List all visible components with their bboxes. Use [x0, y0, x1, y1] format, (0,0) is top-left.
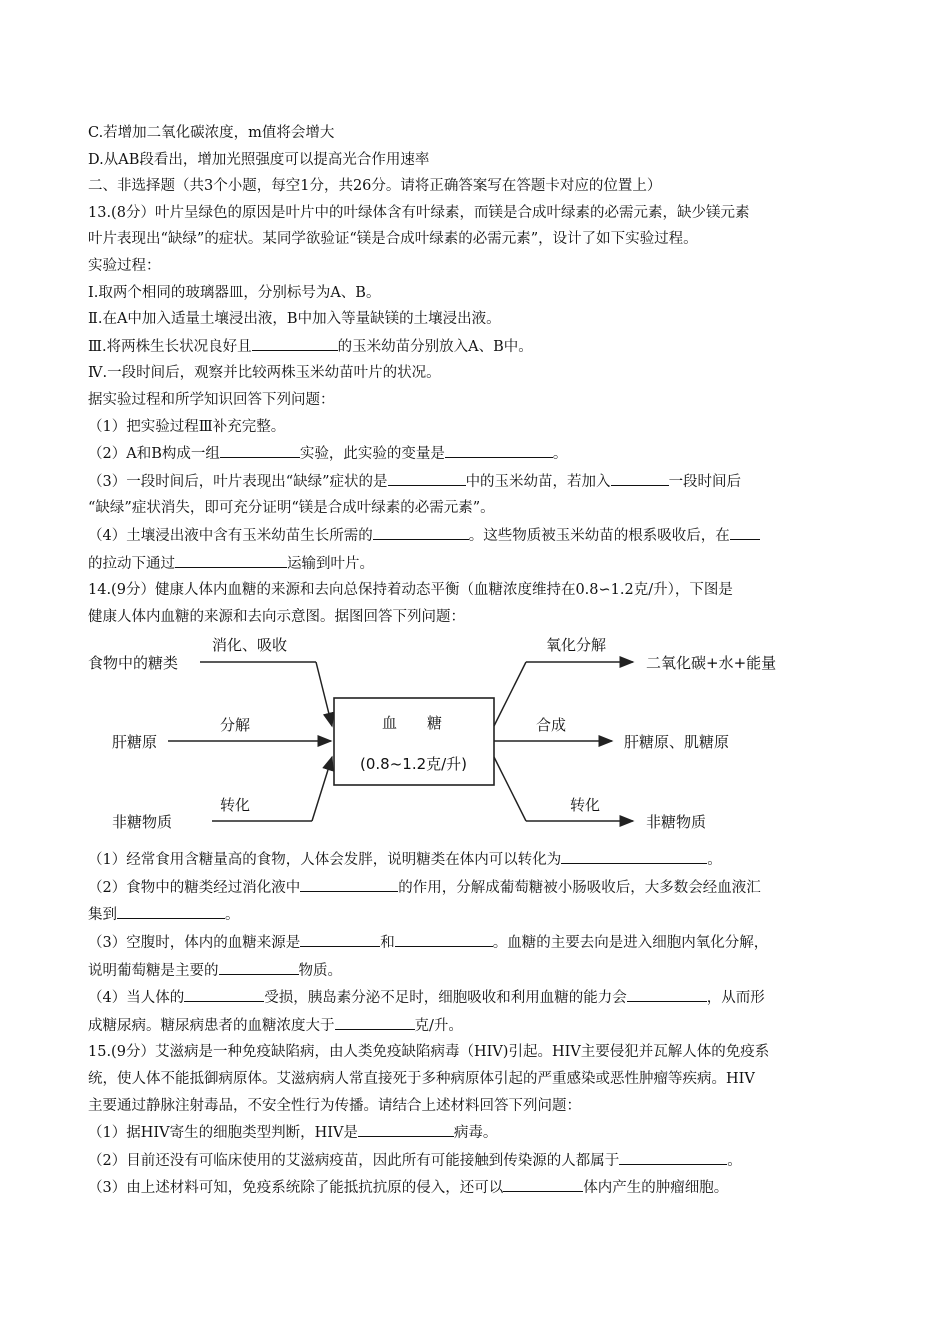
answer-blank [611, 468, 669, 486]
q14-sub-3: （3）空腹时，体内的血糖来源是 和 。血糖的主要去向是进入细胞内氧化分解， [88, 929, 868, 957]
q15-stem-2: 统，使人体不能抵御病原体。艾滋病病人常直接死于多种病原体引起的严重感染或恶性肿瘤等疾病。HIV [88, 1071, 755, 1088]
q13-sub-2: （2）A和B构成一组 实验，此实验的变量是 。 [88, 440, 868, 468]
answer-blank [619, 1147, 727, 1165]
answer-blank [117, 901, 225, 919]
source-liver-glycogen: 肝糖原 [112, 733, 158, 752]
q13-step-4: Ⅳ.一段时间后，观察并比较两株玉米幼苗叶片的状况。 [88, 365, 441, 382]
answer-blank [358, 1119, 454, 1137]
exam-page [88, 120, 868, 1202]
answer-blank [220, 440, 300, 458]
answer-blank [627, 984, 707, 1002]
source-non-sugar: 非糖物质 [112, 813, 173, 832]
q13-sub-4-cont: 的拉动下通过 运输到叶片。 [88, 550, 868, 578]
q14-sub-4: （4）当人体的 受损，胰岛素分泌不足时，细胞吸收和利用血糖的能力会 ，从而形 [88, 984, 868, 1012]
answer-blank [335, 1012, 415, 1030]
q15-stem-3: 主要通过静脉注射毒品，不安全性行为传播。请结合上述材料回答下列问题： [88, 1097, 581, 1114]
answer-blank [252, 333, 338, 351]
source-food-sugar: 食物中的糖类 [88, 654, 179, 673]
center-blood-sugar: 血 糖 [382, 714, 443, 733]
answer-blank [388, 468, 466, 486]
q14-sub-2: （2）食物中的糖类经过消化液中 的作用，分解成葡萄糖被小肠吸收后，大多数会经血液汇 [88, 874, 868, 902]
label-oxidize: 氧化分解 [546, 636, 607, 655]
answer-blank [503, 1174, 583, 1192]
q13-process-label: 实验过程： [88, 257, 161, 274]
q13-stem-1: 13.(8分）叶片呈绿色的原因是叶片中的叶绿体含有叶绿素，而镁是合成叶绿素的必需元素，缺少镁元素 [88, 204, 750, 221]
q14-sub-2-cont: 集到 。 [88, 901, 868, 929]
q14-sub-3-cont: 说明葡萄糖是主要的 物质。 [88, 957, 868, 985]
answer-blank [175, 550, 287, 568]
dest-glycogen: 肝糖原、肌糖原 [624, 733, 730, 752]
q14-stem-2: 健康人体内血糖的来源和去向示意图。据图回答下列问题： [88, 608, 465, 625]
answer-blank [445, 440, 553, 458]
q13-sub-1: （1）把实验过程Ⅲ补充完整。 [88, 418, 286, 435]
answer-blank [300, 874, 398, 892]
answer-blank [730, 522, 760, 540]
q13-step-1: Ⅰ.取两个相同的玻璃器皿，分别标号为A、B。 [88, 284, 381, 301]
answer-blank [184, 984, 264, 1002]
label-decompose: 分解 [220, 716, 251, 735]
q13-step-3: Ⅲ.将两株生长状况良好且 的玉米幼苗分别放入A、B中。 [88, 333, 868, 361]
option-c: C.若增加二氧化碳浓度，m值将会增大 [88, 125, 335, 141]
label-convert-in: 转化 [220, 796, 251, 815]
answer-blank [219, 957, 299, 975]
q15-sub-2: （2）目前还没有可临床使用的艾滋病疫苗，因此所有可能接触到传染源的人都属于 。 [88, 1147, 868, 1175]
center-range: (0.8~1.2克/升) [360, 755, 468, 774]
answer-blank [395, 929, 493, 947]
q14-stem-1: 14.(9分）健康人体内血糖的来源和去向总保持着动态平衡（血糖浓度维持在0.8∽1.2克/升），下图是 [88, 582, 733, 599]
q13-step-2: Ⅱ.在A中加入适量土壤浸出液，B中加入等量缺镁的土壤浸出液。 [88, 311, 501, 328]
blood-sugar-diagram [88, 632, 868, 842]
section-heading: 二、非选择题（共3个小题，每空1分，共26分。请将正确答案写在答题卡对应的位置上） [88, 178, 662, 195]
q14-sub-1: （1）经常食用含糖量高的食物，人体会发胖，说明糖类在体内可以转化为 。 [88, 846, 868, 874]
option-d: D.从AB段看出，增加光照强度可以提高光合作用速率 [88, 151, 430, 168]
q15-stem-1: 15.(9分）艾滋病是一种免疫缺陷病，由人类免疫缺陷病毒（HIV)引起。HIV主要侵犯并瓦解人体的免疫系 [88, 1044, 770, 1061]
label-synthesize: 合成 [536, 716, 567, 735]
dest-non-sugar: 非糖物质 [646, 813, 707, 832]
answer-blank [373, 522, 469, 540]
q15-sub-1: （1）据HIV寄生的细胞类型判断，HIV是 病毒。 [88, 1119, 868, 1147]
q13-sub-4: （4）土壤浸出液中含有玉米幼苗生长所需的 。这些物质被玉米幼苗的根系吸收后，在 [88, 522, 868, 550]
q14-sub-4-cont: 成糖尿病。糖尿病患者的血糖浓度大于 克/升。 [88, 1012, 868, 1040]
q13-intro: 据实验过程和所学知识回答下列问题： [88, 391, 335, 408]
label-digest-absorb: 消化、吸收 [212, 636, 288, 655]
answer-blank [300, 929, 380, 947]
answer-blank [561, 846, 707, 864]
dest-co2-water-energy: 二氧化碳+水+能量 [646, 654, 777, 673]
label-convert-out: 转化 [570, 796, 601, 815]
q15-sub-3: （3）由上述材料可知，免疫系统除了能抵抗抗原的侵入，还可以 体内产生的肿瘤细胞。 [88, 1174, 868, 1202]
q13-stem-2: 叶片表现出“缺绿”的症状。某同学欲验证“镁是合成叶绿素的必需元素”，设计了如下实验过程。 [88, 231, 698, 248]
q13-sub-3-cont: “缺绿”症状消失，即可充分证明“镁是合成叶绿素的必需元素”。 [88, 500, 495, 517]
q13-sub-3: （3）一段时间后，叶片表现出“缺绿”症状的是 中的玉米幼苗，若加入 一段时间后 [88, 468, 868, 496]
